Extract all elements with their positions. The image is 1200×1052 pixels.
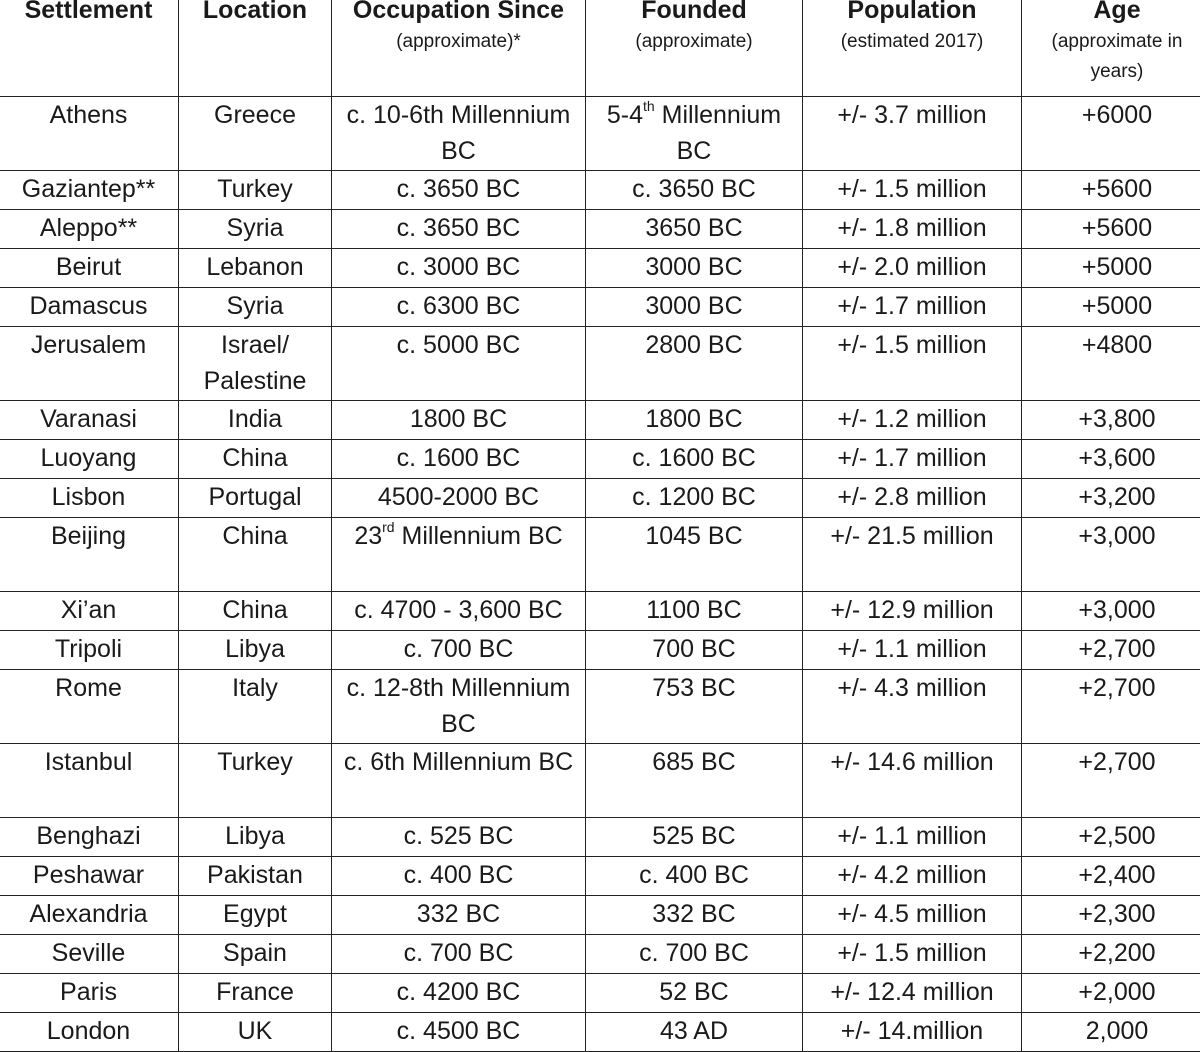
cell-age: +3,200	[1022, 479, 1200, 518]
cell-founded: 2800 BC	[586, 327, 803, 401]
cell-founded: 753 BC	[586, 670, 803, 744]
table-row	[0, 857, 1200, 896]
cell-founded: 700 BC	[586, 631, 803, 670]
cell-age: +2,700	[1022, 670, 1200, 744]
header-founded-sub: (approximate)	[588, 27, 800, 57]
cell-location: Syria	[179, 288, 332, 327]
cell-population: +/- 1.5 million	[803, 327, 1022, 401]
cell-age: +2,200	[1022, 935, 1200, 974]
founded-superscript: th	[643, 98, 655, 114]
cell-population: +/- 4.5 million	[803, 896, 1022, 935]
cell-occupation: 1800 BC	[332, 401, 586, 440]
cell-age: +3,000	[1022, 592, 1200, 631]
cell-founded: c. 1600 BC	[586, 440, 803, 479]
table-row	[0, 1013, 1200, 1052]
table-row	[0, 327, 1200, 401]
cell-founded: 685 BC	[586, 744, 803, 818]
cell-age: +2,500	[1022, 818, 1200, 857]
table-row	[0, 744, 1200, 818]
cell-occupation: 332 BC	[332, 896, 586, 935]
cell-age: +4800	[1022, 327, 1200, 401]
cell-location: India	[179, 401, 332, 440]
header-occupation-sub: (approximate)*	[334, 27, 583, 57]
cell-population: +/- 1.1 million	[803, 818, 1022, 857]
header-settlement-label: Settlement	[1, 0, 176, 27]
table-row	[0, 97, 1200, 171]
cell-founded: 1045 BC	[586, 518, 803, 592]
cell-population: +/- 1.5 million	[803, 171, 1022, 210]
cell-founded: c. 400 BC	[586, 857, 803, 896]
table-row	[0, 210, 1200, 249]
header-occupation	[332, 0, 586, 97]
cell-age: +5600	[1022, 171, 1200, 210]
cell-occupation: c. 3650 BC	[332, 210, 586, 249]
header-age-label: Age	[1024, 0, 1200, 27]
header-location-label: Location	[181, 0, 329, 27]
cell-age: +5000	[1022, 249, 1200, 288]
cell-settlement: Athens	[0, 97, 179, 171]
cell-occupation: c. 6th Millennium BC	[332, 744, 586, 818]
cell-occupation: c. 5000 BC	[332, 327, 586, 401]
cell-occupation: c. 3650 BC	[332, 171, 586, 210]
founded-text: 5-4	[607, 101, 643, 129]
cell-location: Syria	[179, 210, 332, 249]
header-founded	[586, 0, 803, 97]
cell-location: Lebanon	[179, 249, 332, 288]
table-row	[0, 818, 1200, 857]
occupation-superscript: rd	[382, 519, 394, 535]
table-row	[0, 171, 1200, 210]
cell-location: UK	[179, 1013, 332, 1052]
table-row	[0, 479, 1200, 518]
table-row	[0, 974, 1200, 1013]
cell-location: Greece	[179, 97, 332, 171]
cell-location: France	[179, 974, 332, 1013]
cell-population: +/- 1.1 million	[803, 631, 1022, 670]
cell-age: +2,300	[1022, 896, 1200, 935]
table-row	[0, 401, 1200, 440]
cell-population: +/- 4.3 million	[803, 670, 1022, 744]
cell-founded: 1800 BC	[586, 401, 803, 440]
cell-population: +/- 2.0 million	[803, 249, 1022, 288]
table-row	[0, 592, 1200, 631]
cell-occupation: c. 4200 BC	[332, 974, 586, 1013]
header-population-sub: (estimated 2017)	[805, 27, 1019, 57]
cell-founded	[586, 97, 803, 171]
cell-founded: c. 1200 BC	[586, 479, 803, 518]
cell-location: Turkey	[179, 171, 332, 210]
cell-age: +2,400	[1022, 857, 1200, 896]
cell-occupation: c. 400 BC	[332, 857, 586, 896]
cell-occupation: c. 700 BC	[332, 631, 586, 670]
cell-settlement: Xi’an	[0, 592, 179, 631]
cell-population: +/- 1.8 million	[803, 210, 1022, 249]
cell-occupation: c. 1600 BC	[332, 440, 586, 479]
cell-occupation: c. 4700 - 3,600 BC	[332, 592, 586, 631]
occupation-text-suffix: Millennium BC	[395, 522, 563, 550]
cell-population: +/- 1.2 million	[803, 401, 1022, 440]
cell-population: +/- 12.4 million	[803, 974, 1022, 1013]
cell-age: +2,700	[1022, 744, 1200, 818]
founded-text-suffix: Millennium BC	[655, 101, 781, 165]
cell-founded: 43 AD	[586, 1013, 803, 1052]
header-occupation-label: Occupation Since	[334, 0, 583, 27]
occupation-text: 23	[354, 522, 382, 550]
cell-settlement: Tripoli	[0, 631, 179, 670]
cell-occupation: c. 3000 BC	[332, 249, 586, 288]
cell-location: Portugal	[179, 479, 332, 518]
cell-settlement: Peshawar	[0, 857, 179, 896]
cell-population: +/- 21.5 million	[803, 518, 1022, 592]
cell-settlement: Seville	[0, 935, 179, 974]
cell-location: Israel/ Palestine	[179, 327, 332, 401]
cell-population: +/- 14.million	[803, 1013, 1022, 1052]
cell-occupation: c. 10-6th Millennium BC	[332, 97, 586, 171]
cell-age: +2,000	[1022, 974, 1200, 1013]
table-row	[0, 288, 1200, 327]
cell-founded: 3650 BC	[586, 210, 803, 249]
cell-population: +/- 1.7 million	[803, 288, 1022, 327]
header-row	[0, 0, 1200, 97]
cell-population: +/- 2.8 million	[803, 479, 1022, 518]
cell-founded: c. 3650 BC	[586, 171, 803, 210]
cell-founded: 3000 BC	[586, 288, 803, 327]
cell-founded: 332 BC	[586, 896, 803, 935]
cell-location: Pakistan	[179, 857, 332, 896]
cell-location: Egypt	[179, 896, 332, 935]
cell-settlement: Gaziantep**	[0, 171, 179, 210]
cell-settlement: Lisbon	[0, 479, 179, 518]
cell-age: +2,700	[1022, 631, 1200, 670]
cell-population: +/- 1.5 million	[803, 935, 1022, 974]
cell-population: +/- 14.6 million	[803, 744, 1022, 818]
cell-occupation: c. 700 BC	[332, 935, 586, 974]
header-population-label: Population	[805, 0, 1019, 27]
cell-location: Italy	[179, 670, 332, 744]
cell-location: Libya	[179, 818, 332, 857]
cell-occupation	[332, 518, 586, 592]
cell-population: +/- 1.7 million	[803, 440, 1022, 479]
cell-location: China	[179, 440, 332, 479]
cell-settlement: Aleppo**	[0, 210, 179, 249]
cell-settlement: Benghazi	[0, 818, 179, 857]
cell-founded: c. 700 BC	[586, 935, 803, 974]
header-age	[1022, 0, 1200, 97]
header-location	[179, 0, 332, 97]
table-row	[0, 935, 1200, 974]
cell-settlement: Alexandria	[0, 896, 179, 935]
cell-age: +3,600	[1022, 440, 1200, 479]
cell-settlement: Damascus	[0, 288, 179, 327]
table-row	[0, 440, 1200, 479]
cell-location: China	[179, 518, 332, 592]
cell-settlement: Paris	[0, 974, 179, 1013]
cell-location: Libya	[179, 631, 332, 670]
cell-settlement: Luoyang	[0, 440, 179, 479]
header-founded-label: Founded	[588, 0, 800, 27]
table-row	[0, 670, 1200, 744]
cell-population: +/- 3.7 million	[803, 97, 1022, 171]
table-row	[0, 896, 1200, 935]
table-row	[0, 631, 1200, 670]
cell-settlement: Varanasi	[0, 401, 179, 440]
cell-occupation: c. 4500 BC	[332, 1013, 586, 1052]
cell-age: +6000	[1022, 97, 1200, 171]
cell-age: 2,000	[1022, 1013, 1200, 1052]
cell-occupation: c. 6300 BC	[332, 288, 586, 327]
cell-founded: 525 BC	[586, 818, 803, 857]
table-row	[0, 249, 1200, 288]
cell-location: China	[179, 592, 332, 631]
cell-age: +3,000	[1022, 518, 1200, 592]
cell-settlement: London	[0, 1013, 179, 1052]
cell-location: Spain	[179, 935, 332, 974]
cell-age: +3,800	[1022, 401, 1200, 440]
cell-settlement: Beirut	[0, 249, 179, 288]
cell-location: Turkey	[179, 744, 332, 818]
cell-age: +5600	[1022, 210, 1200, 249]
cell-population: +/- 4.2 million	[803, 857, 1022, 896]
cell-occupation: c. 12-8th Millennium BC	[332, 670, 586, 744]
cell-settlement: Rome	[0, 670, 179, 744]
cell-founded: 1100 BC	[586, 592, 803, 631]
header-settlement	[0, 0, 179, 97]
cell-occupation: c. 525 BC	[332, 818, 586, 857]
header-population	[803, 0, 1022, 97]
cell-founded: 3000 BC	[586, 249, 803, 288]
cell-settlement: Beijing	[0, 518, 179, 592]
cell-founded: 52 BC	[586, 974, 803, 1013]
header-age-sub: (approximate in years)	[1024, 27, 1200, 87]
cell-settlement: Istanbul	[0, 744, 179, 818]
cell-settlement: Jerusalem	[0, 327, 179, 401]
cell-occupation: 4500-2000 BC	[332, 479, 586, 518]
cell-age: +5000	[1022, 288, 1200, 327]
cell-population: +/- 12.9 million	[803, 592, 1022, 631]
table-row	[0, 518, 1200, 592]
